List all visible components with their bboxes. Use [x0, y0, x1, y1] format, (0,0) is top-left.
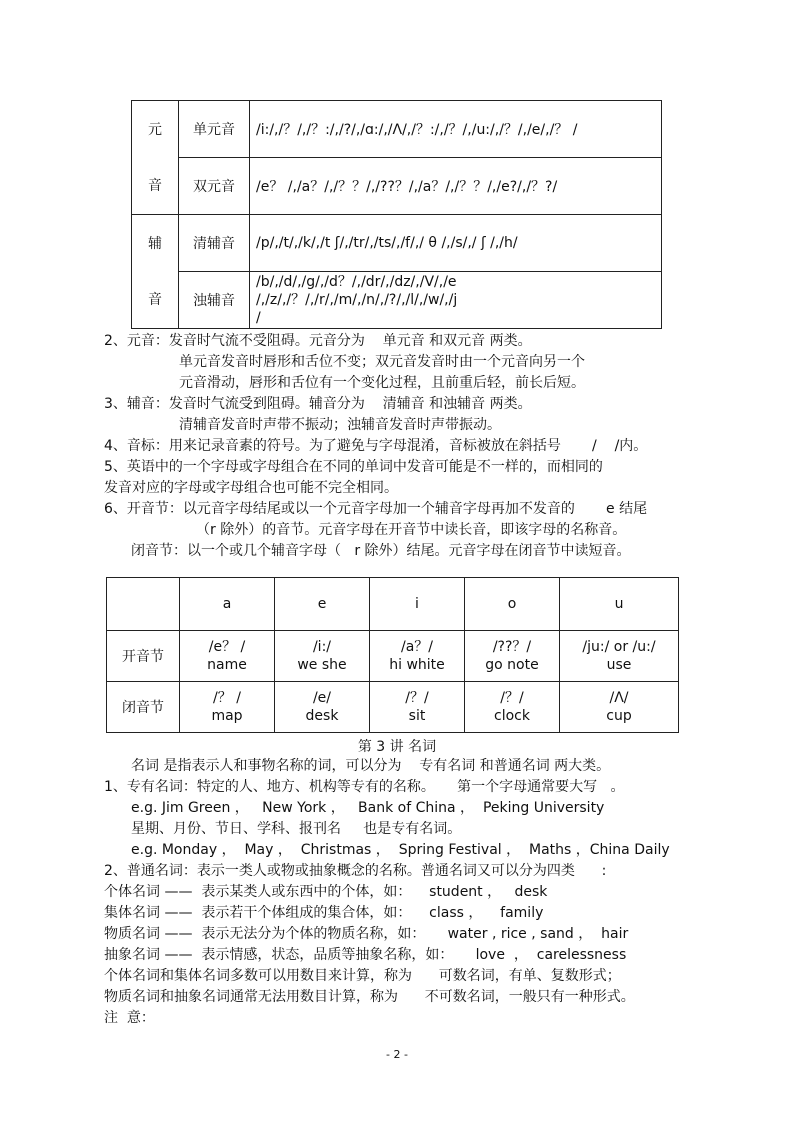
header-cell: o [465, 578, 560, 631]
text-line: 物质名词 —— 表示无法分为个体的物质名称，如： water , rice , sand ， hair [104, 926, 629, 942]
text-line: 5、英语中的一个字母或字母组合在不同的单词中发音可能是不一样的，而相同的 [104, 459, 603, 475]
cell-word: desk [305, 708, 339, 724]
phonetic-symbols-line1: /b/,/d/,/g/,/d？/,/dr/,/dz/,/V/,/e /,/z/,/？/,/r/,/m/,/n/,/?/,/l/,/w/,/j [256, 274, 458, 308]
header-cell: e [275, 578, 370, 631]
text-line: 清辅音发音时声带不振动；浊辅音发音时声带振动。 [179, 417, 501, 433]
syllable-row-open [107, 631, 679, 682]
text-line: e.g. Jim Green ， New York ， Bank of China ， Peking University [131, 800, 605, 816]
cell-ipa: /？ / [213, 690, 241, 706]
text-line: 2、普通名词：表示一类人或物或抽象概念的名称。普通名词又可以分为四类 : [104, 863, 607, 879]
text-line: 2、元音：发音时气流不受阻碍。元音分为 单元音 和双元音 两类。 [104, 333, 532, 349]
text-line: 注 意： [104, 1010, 155, 1026]
page-number: - 2 - [386, 1048, 408, 1061]
table-cell [180, 631, 275, 682]
header-cell: i [370, 578, 465, 631]
text-line: （r 除外）的音节。元音字母在开音节中读长音，即该字母的名称音。 [196, 522, 627, 538]
phonetic-symbols: /p/,/t/,/k/,/t ʃ/,/tr/,/ts/,/f/,/ θ /,/s/,/ ʃ /,/h/ [250, 215, 662, 272]
lecture-title: 第 3 讲 名词 [357, 739, 437, 755]
syllable-row-closed [107, 682, 679, 733]
text-line: 抽象名词 —— 表示情感，状态，品质等抽象名称，如： love ， carelessness [104, 947, 627, 963]
cell-word: use [606, 657, 632, 673]
text-line: 个体名词 —— 表示某类人或东西中的个体，如： student ， desk [104, 884, 548, 900]
text-line: 3、辅音：发音时气流受到阻碍。辅音分为 清辅音 和浊辅音 两类。 [104, 396, 532, 412]
phonetic-type: 清辅音 [179, 215, 250, 272]
table-cell [560, 682, 679, 733]
consonant-label-2: 音 [148, 291, 162, 308]
consonant-label-1: 辅 [148, 235, 162, 252]
text-line: 名词 是指表示人和事物名称的词，可以分为 专有名词 和普通名词 两大类。 [131, 758, 611, 774]
text-line: 1、专有名词：特定的人、地方、机构等专有的名称。 第一个字母通常要大写 。 [104, 779, 625, 795]
cell-word: we she [297, 657, 347, 673]
text-line: 单元音发音时唇形和舌位不变；双元音发音时由一个元音向另一个 [179, 354, 585, 370]
cell-word: map [211, 708, 243, 724]
cell-word: sit [408, 708, 426, 724]
cell-ipa: /i:/ [312, 639, 332, 655]
table-cell [465, 631, 560, 682]
phonetic-symbols [250, 272, 662, 329]
text-line: 闭音节：以一个或几个辅音字母（ r 除外）结尾。元音字母在闭音节中读短音。 [131, 543, 631, 559]
table-cell [370, 682, 465, 733]
cell-ipa: /a？/ [400, 639, 433, 655]
header-cell: u [560, 578, 679, 631]
syllable-table [106, 577, 679, 733]
phonetic-table [131, 100, 662, 329]
phonetic-type: 单元音 [179, 101, 250, 158]
text-line: 星期、月份、节日、学科、报刊名 也是专有名词。 [131, 821, 462, 837]
cell-ipa: /e？ / [208, 639, 246, 655]
text-line: 6、开音节：以元音字母结尾或以一个元音字母加一个辅音字母再加不发音的 e 结尾 [104, 501, 648, 517]
row-label: 闭音节 [107, 682, 180, 733]
table-cell [560, 631, 679, 682]
header-cell [107, 578, 180, 631]
cell-word: hi white [389, 657, 445, 673]
header-cell: a [180, 578, 275, 631]
phonetic-symbols: /i:/,/？/,/？:/,/?/,/ɑ:/,/Λ/,/？:/,/？/,/u:/,/？/,/e/,/？ / [250, 101, 662, 158]
text-line: 发音对应的字母或字母组合也可能不完全相同。 [104, 480, 398, 496]
row-label: 开音节 [107, 631, 180, 682]
cell-ipa: /??？/ [492, 639, 532, 655]
text-line: 元音滑动，唇形和舌位有一个变化过程，且前重后轻，前长后短。 [179, 375, 585, 391]
table-cell [465, 682, 560, 733]
cell-ipa: /？/ [500, 690, 524, 706]
cell-word: go note [485, 657, 539, 673]
text-line: e.g. Monday ， May ， Christmas ， Spring Festival ， Maths ，China Daily [131, 842, 670, 858]
text-line: 4、音标：用来记录音素的符号。为了避免与字母混淆，音标被放在斜括号 / /内。 [104, 438, 648, 454]
text-line: 个体名词和集体名词多数可以用数目来计算，称为 可数名词，有单、复数形式； [104, 968, 621, 984]
vowel-category [132, 101, 179, 215]
vowel-label-2: 音 [148, 177, 162, 194]
cell-ipa: /？/ [405, 690, 429, 706]
cell-word: name [207, 657, 247, 673]
cell-ipa: /ju:/ or /u:/ [582, 639, 656, 655]
phonetic-type: 双元音 [179, 158, 250, 215]
phonetic-symbols-line2: / [256, 310, 261, 326]
cell-ipa: /Λ/ [609, 690, 629, 706]
syllable-header-row [107, 578, 679, 631]
text-line: 物质名词和抽象名词通常无法用数目计算，称为 不可数名词，一般只有一种形式。 [104, 989, 635, 1005]
cell-word: clock [494, 708, 530, 724]
phonetic-type: 浊辅音 [179, 272, 250, 329]
vowel-label-1: 元 [148, 121, 162, 138]
phonetic-symbols: /e？ /,/a？/,/？？/,/??？/,/a？/,/？？/,/e?/,/？?/ [250, 158, 662, 215]
table-cell [180, 682, 275, 733]
cell-ipa: /e/ [312, 690, 332, 706]
text-line: 集体名词 —— 表示若干个体组成的集合体，如： class ， family [104, 905, 544, 921]
table-cell [275, 682, 370, 733]
consonant-category [132, 215, 179, 329]
cell-word: cup [606, 708, 632, 724]
table-cell [370, 631, 465, 682]
table-cell [275, 631, 370, 682]
